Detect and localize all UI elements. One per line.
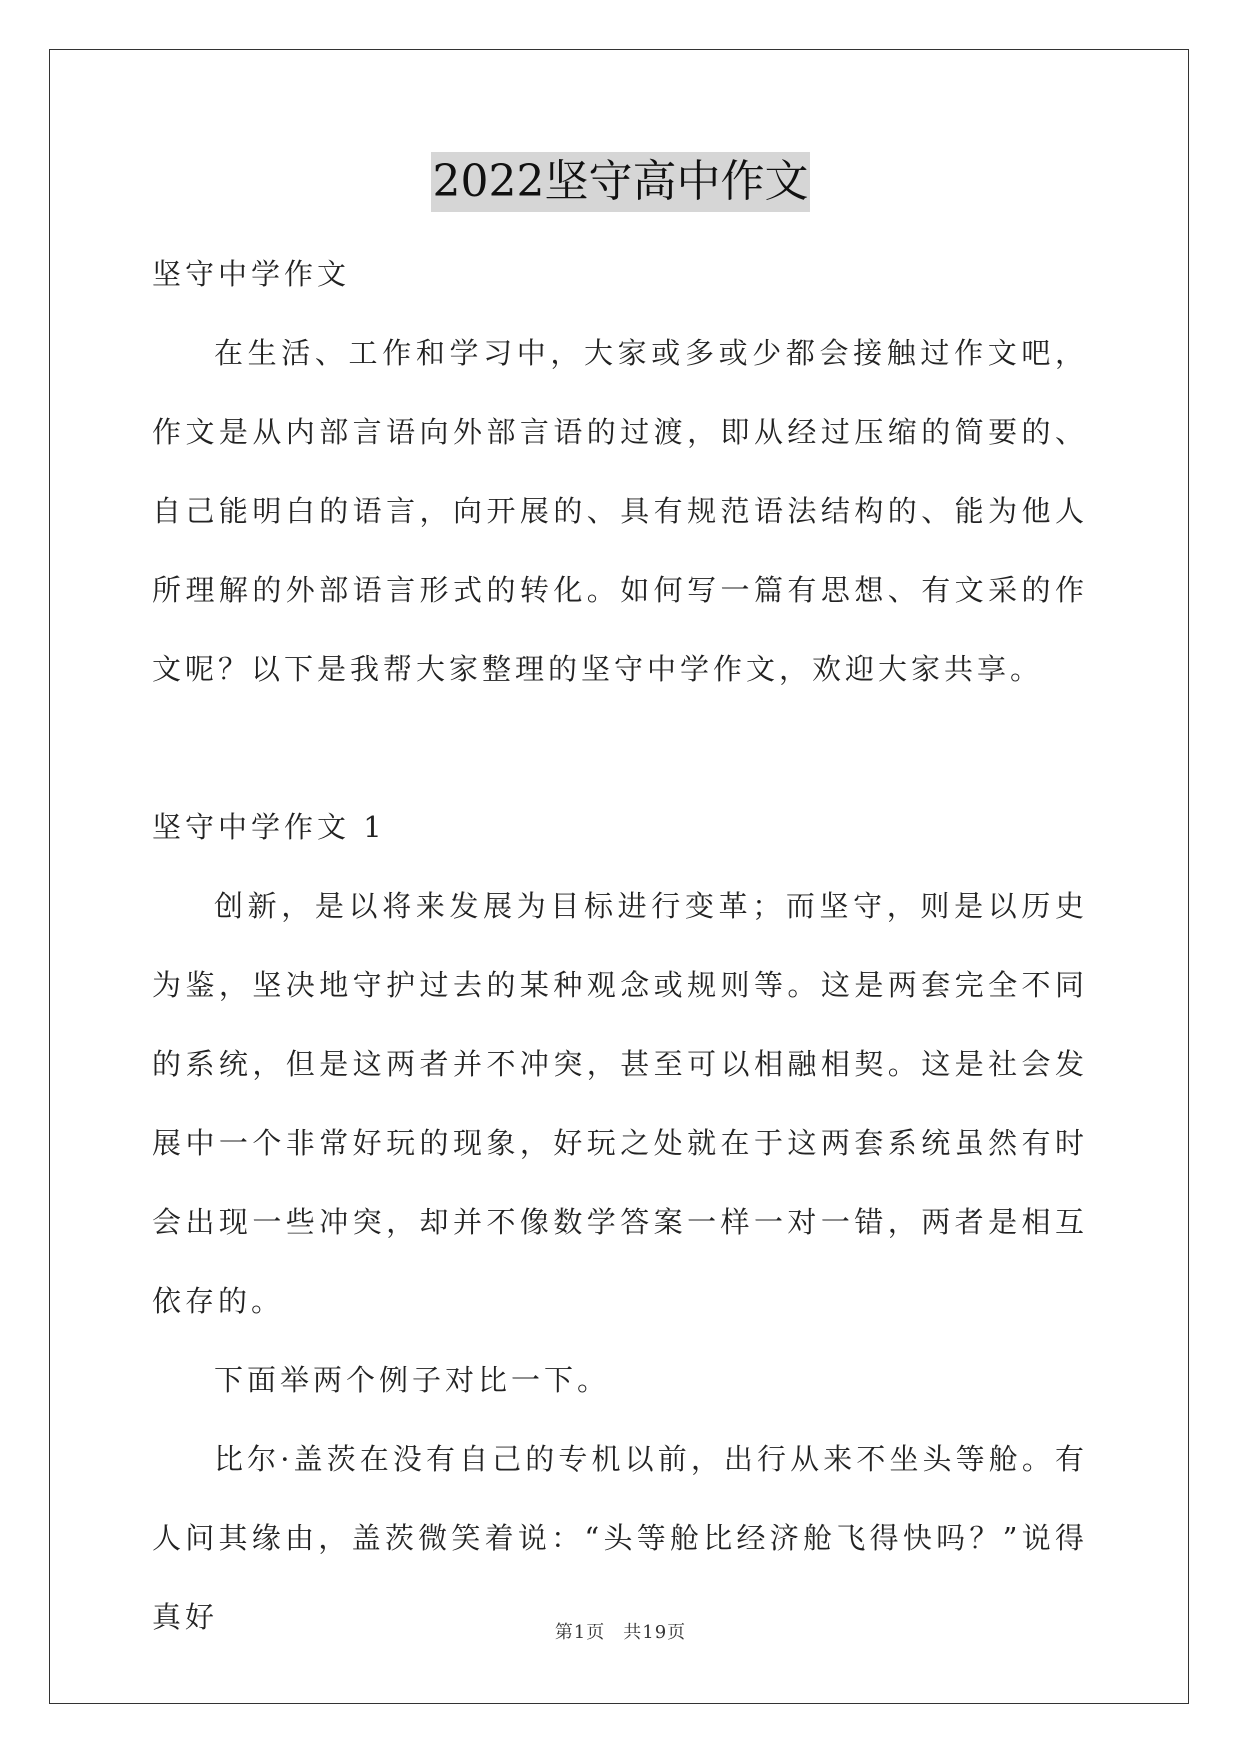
document-body (152, 235, 1088, 1657)
section1-heading: 坚守中学作文 1 (152, 810, 386, 844)
title-container (0, 152, 1241, 212)
section1-paragraph-2: 下面举两个例子对比一下。 (214, 1363, 611, 1397)
page-footer (0, 1618, 1241, 1644)
blank-line (152, 709, 1088, 788)
document-title: 2022坚守高中作文 (431, 152, 811, 212)
section1-paragraph-1: 创新，是以将来发展为目标进行变革；而坚守，则是以历史为鉴，坚决地守护过去的某种观念或规则等。这是两套完全不同的系统，但是这两者并不冲突，甚至可以相融相契。这是社会发展中一个非常好玩的现象，好玩之处就在于这两套系统虽然有时会出现一些冲突，却并不像数学答案一样一对一错，两者是相互依存的。 (152, 889, 1088, 1318)
intro-paragraph: 在生活、工作和学习中，大家或多或少都会接触过作文吧，作文是从内部言语向外部言语的过渡，即从经过压缩的简要的、自己能明白的语言，向开展的、具有规范语法结构的、能为他人所理解的外部语言形式的转化。如何写一篇有思想、有文采的作文呢？以下是我帮大家整理的坚守中学作文，欢迎大家共享。 (152, 336, 1088, 686)
intro-heading: 坚守中学作文 (152, 257, 351, 291)
section1-paragraph-3: 比尔·盖茨在没有自己的专机以前，出行从来不坐头等舱。有人问其缘由，盖茨微笑着说：“头等舱比经济舱飞得快吗？”说得真好 (152, 1442, 1088, 1634)
page-number: 第1页 (554, 1622, 606, 1643)
page-total: 共19页 (623, 1622, 687, 1643)
